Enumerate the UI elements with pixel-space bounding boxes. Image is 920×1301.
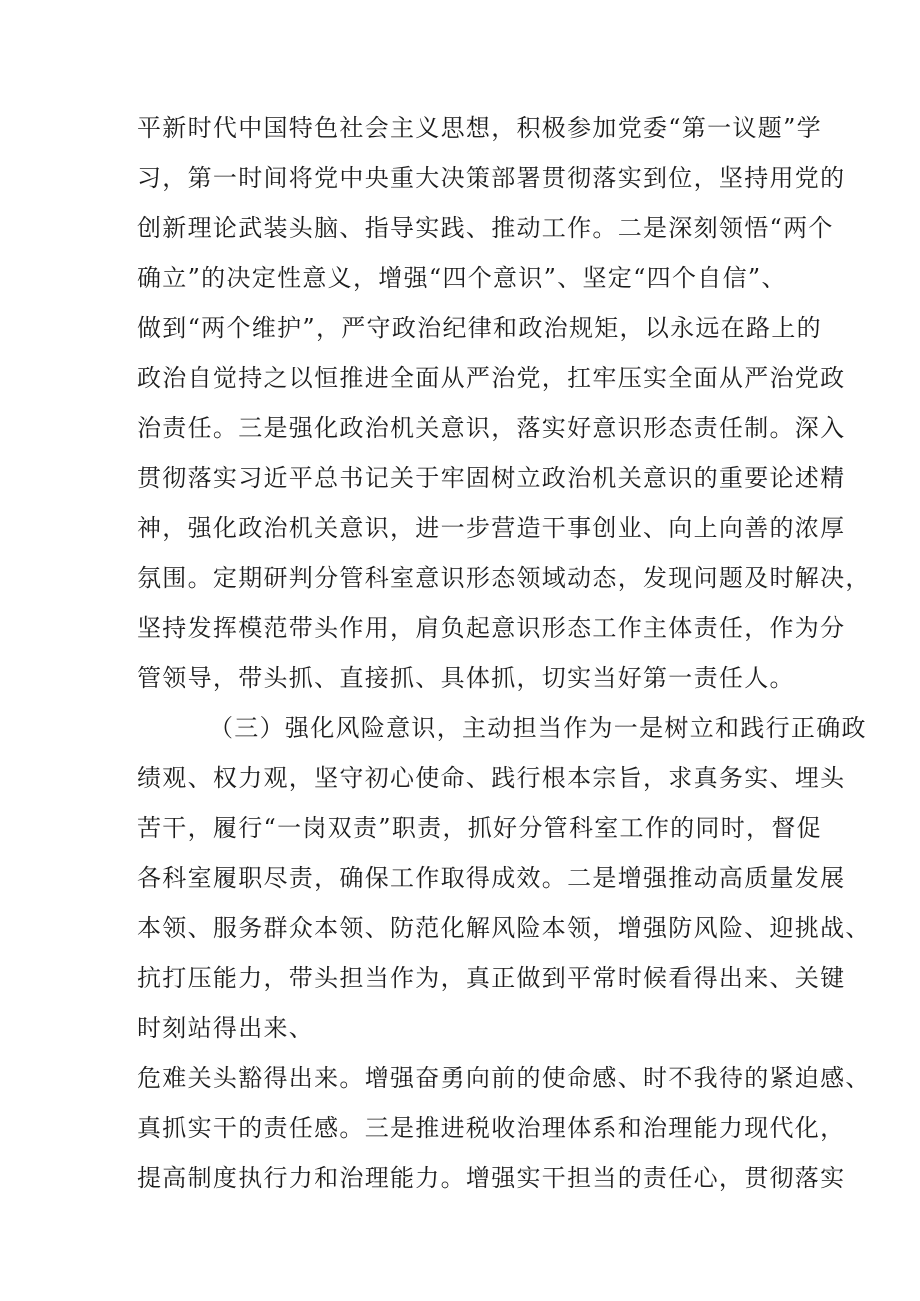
text-line: 做到“两个维护”，严守政治纪律和政治规矩，以永远在路上的 xyxy=(137,314,822,342)
text-line: 抗打压能力，带头担当作为，真正做到平常时候看得出来、关键 xyxy=(137,964,846,992)
text-line: 神，强化政治机关意识，进一步营造干事创业、向上向善的浓厚 xyxy=(137,514,846,542)
text-line: 政治自觉持之以恒推进全面从严治党，扛牢压实全面从严治党政 xyxy=(137,364,846,392)
text-line: 真抓实干的责任感。三是推进税收治理体系和治理能力现代化， xyxy=(137,1114,846,1142)
text-line: 贯彻落实习近平总书记关于牢固树立政治机关意识的重要论述精 xyxy=(137,464,846,492)
text-line: 管领导，带头抓、直接抓、具体抓，切实当好第一责任人。 xyxy=(137,664,795,692)
text-line: 绩观、权力观，坚守初心使命、践行根本宗旨，求真务实、埋头 xyxy=(137,764,846,792)
text-line: 创新理论武装头脑、指导实践、推动工作。二是深刻领悟“两个 xyxy=(137,214,834,242)
text-line: 确立”的决定性意义，增强“四个意识”、坚定“四个自信”、 xyxy=(137,264,787,292)
text-line: 各科室履职尽责，确保工作取得成效。二是增强推动高质量发展 xyxy=(137,864,846,892)
text-line: 本领、服务群众本领、防范化解风险本领，增强防风险、迎挑战、 xyxy=(137,914,871,942)
text-line: 苦干，履行“一岗双责”职责，抓好分管科室工作的同时，督促 xyxy=(137,814,822,842)
text-line: 时刻站得出来、 xyxy=(137,1014,315,1042)
text-line: 平新时代中国特色社会主义思想，积极参加党委“第一议题”学 xyxy=(137,114,822,142)
text-line: 习，第一时间将党中央重大决策部署贯彻落实到位，坚持用党的 xyxy=(137,164,846,192)
text-line: 危难关头豁得出来。增强奋勇向前的使命感、时不我待的紧迫感、 xyxy=(137,1064,871,1092)
text-line: 坚持发挥模范带头作用，肩负起意识形态工作主体责任，作为分 xyxy=(137,614,846,642)
text-line: 提高制度执行力和治理能力。增强实干担当的责任心，贯彻落实 xyxy=(137,1164,846,1192)
section-heading-line: （三）强化风险意识，主动担当作为一是树立和践行正确政 xyxy=(209,714,867,742)
text-line: 氛围。定期研判分管科室意识形态领域动态，发现问题及时解决， xyxy=(137,564,871,592)
text-line: 治责任。三是强化政治机关意识，落实好意识形态责任制。深入 xyxy=(137,414,846,442)
